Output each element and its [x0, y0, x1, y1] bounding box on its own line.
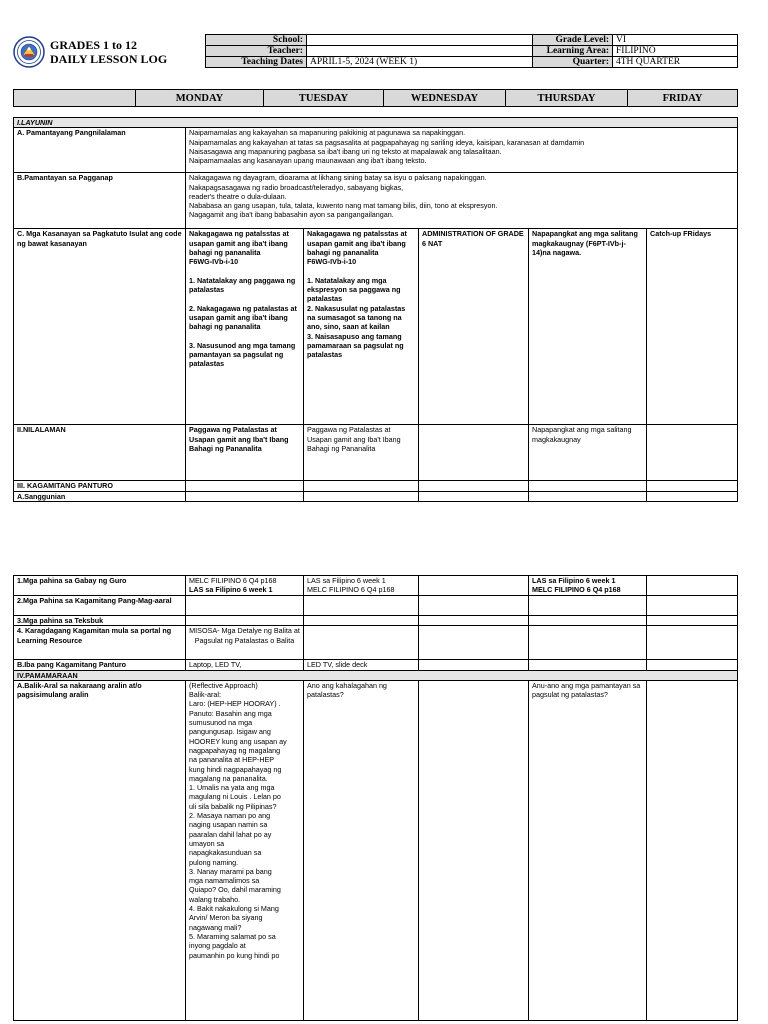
- pangnilalaman-line: Naipamamaalas ang kasanayan upang maunawaan ang iba't ibang teksto.: [189, 156, 427, 166]
- gabay-thu-line: MELC FILIPINO 6 Q4 p168: [532, 585, 621, 595]
- teacher-label: Teacher:: [206, 46, 307, 57]
- kasanayan-mon-line: 2. Nakagagawa ng patalastas at usapan gamit ang iba't ibang bahagi ng pananalita: [189, 303, 297, 332]
- empty-cell: [419, 626, 529, 660]
- gabay-tue-line: LAS sa Filipino 6 week 1: [307, 576, 386, 585]
- balik-mon-line: Laro: (HEP-HEP HOORAY) .: [189, 699, 281, 709]
- balik-mon-line: uli sila babalik ng Pilipinas?: [189, 801, 277, 811]
- balik-mon-line: Quiapo? Oo, dahil maraming: [189, 885, 281, 895]
- gabay-mon-line: LAS sa Filipino 6 week 1: [189, 585, 273, 595]
- balik-mon-line: mga namamalimos sa: [189, 876, 260, 886]
- balik-mon-line: pangungusap. Isigaw ang: [189, 727, 271, 737]
- pagganap-line: Nababasa an gang usapan, tula, talata, kuwento nang mat tamang bilis, diin, tono at ekspresyon.: [189, 201, 498, 211]
- empty-cell: [529, 481, 647, 491]
- balik-mon-line: 5. Maraming salamat po sa: [189, 931, 276, 941]
- balik-mon-line: nagpapahayag ng magalang: [189, 745, 281, 755]
- gabay-ng-guro-label: 1.Mga pahina sa Gabay ng Guro: [14, 576, 186, 596]
- empty-cell: [529, 491, 647, 501]
- empty-cell: [419, 616, 529, 626]
- pangnilalaman-line: Naipamamalas ang kakayahan sa mapanuring pakikinig at pagunawa sa napakinggan.: [189, 128, 466, 138]
- iba-tuesday: LED TV, slide deck: [304, 660, 419, 670]
- empty-cell: [304, 596, 419, 616]
- learning-area-value: FILIPINO: [613, 46, 738, 57]
- kasanayan-tue-line: Nakagagawa ng patalsstas at usapan gamit ang iba't ibang bahagi ng pananalita: [307, 229, 407, 257]
- gabay-tuesday: [304, 576, 419, 596]
- quarter-label: Quarter:: [533, 57, 613, 68]
- days-corner-cell: [14, 90, 136, 107]
- layunin-heading: I.LAYUNIN: [14, 118, 738, 128]
- balik-mon-line: 1. Umalis na yata ang mga: [189, 783, 275, 793]
- kasanayan-friday: Catch-up FRidays: [647, 229, 738, 425]
- empty-cell: [419, 596, 529, 616]
- kagamitang-panturo-label: III. KAGAMITANG PANTURO: [14, 481, 186, 491]
- empty-cell: [419, 660, 529, 670]
- balik-mon-line: magalang na pananalita.: [189, 773, 268, 783]
- gabay-monday: [186, 576, 304, 596]
- balik-mon-line: nagawang mali?: [189, 922, 242, 932]
- iba-monday: Laptop, LED TV,: [186, 660, 304, 670]
- objectives-table: [13, 117, 738, 502]
- day-monday: MONDAY: [136, 90, 264, 107]
- empty-cell: [186, 616, 304, 626]
- nilalaman-label: II.NILALAMAN: [14, 425, 186, 481]
- gabay-tue-line: MELC FILIPINO 6 Q4 p168: [307, 585, 395, 595]
- balik-mon-line: na pananalita at HEP-HEP: [189, 755, 275, 765]
- nilalaman-tuesday: Paggawa ng Patalastas at Usapan gamit ang Iba't Ibang Bahagi ng Pananalita: [304, 425, 419, 481]
- balik-mon-line: HOOREY kung ang usapan ay: [189, 736, 287, 746]
- kasanayan-mon-line: 1. Natatalakay ang paggawa ng patalastas: [189, 275, 296, 295]
- balik-mon-line: sumusunod na mga: [189, 718, 253, 728]
- materials-procedure-table: [13, 575, 738, 1021]
- balik-mon-line: pulong naming.: [189, 857, 239, 867]
- grade-level-label: Grade Level:: [533, 35, 613, 46]
- balik-mon-line: 3. Nanay marami pa bang: [189, 866, 272, 876]
- log-title-grades: GRADES 1 to 12: [50, 38, 138, 52]
- balik-mon-line: (Reflective Approach): [189, 680, 258, 690]
- kasanayan-tue-line: 1. Natatalakay ang mga ekspresyon sa paggawa ng patalastas: [307, 275, 401, 304]
- pamamaraan-heading: IV.PAMAMARAAN: [14, 670, 738, 680]
- pangnilalaman-line: Naisasagawa ang mapanuring pagbasa sa iba't ibang uri ng teksto at mapalawak ang talasalitaan.: [189, 146, 502, 156]
- balik-mon-line: napagkakasunduan sa: [189, 848, 262, 858]
- karagdagang-kagamitan-label: 4. Karagdagang Kagamitan mula sa portal ng Learning Resource: [14, 626, 186, 660]
- kasanayan-wednesday: ADMINISTRATION OF GRADE 6 NAT: [419, 229, 529, 425]
- day-wednesday: WEDNESDAY: [384, 90, 506, 107]
- empty-cell: [647, 626, 738, 660]
- empty-cell: [647, 616, 738, 626]
- pamantayan-sa-pagganap-label: B.Pamantayan sa Pagganap: [14, 173, 186, 229]
- balik-aral-tuesday: Ano ang kahalagahan ng patalastas?: [304, 680, 419, 1020]
- kasanayan-mon-line: [189, 332, 300, 341]
- balik-mon-line: Panuto: Basahin ang mga: [189, 708, 272, 718]
- kasanayan-mon-line: [189, 266, 300, 275]
- balik-mon-line: paumanhin po kung hindi po: [189, 950, 280, 960]
- balik-aral-wednesday: [419, 680, 529, 1020]
- teksbuk-label: 3.Mga pahina sa Teksbuk: [14, 616, 186, 626]
- kasanayan-tue-line: [307, 266, 415, 275]
- balik-mon-line: walang trabaho.: [189, 894, 241, 904]
- empty-cell: [304, 616, 419, 626]
- balik-mon-line: umayon sa: [189, 838, 225, 848]
- kasanayan-monday: [186, 229, 304, 425]
- balik-mon-line: inyong pagdalo at: [189, 941, 246, 951]
- balik-aral-friday: [647, 680, 738, 1020]
- pagganap-line: Nakagagawa ng dayagram, dioarama at likhang sining batay sa isyu o paksang napakinggan.: [189, 173, 487, 183]
- learning-area-label: Learning Area:: [533, 46, 613, 57]
- empty-cell: [304, 481, 419, 491]
- pagganap-line: reader's theatre o dula-dulaan.: [189, 191, 287, 201]
- gabay-thursday: [529, 576, 647, 596]
- empty-cell: [529, 616, 647, 626]
- nilalaman-wednesday: [419, 425, 529, 481]
- gabay-thu-line: LAS sa Filipino 6 week 1: [532, 576, 616, 585]
- empty-cell: [647, 660, 738, 670]
- balik-mon-line: naging usapan namin sa: [189, 820, 268, 830]
- balik-mon-line: paaralan dahil lahat po ay: [189, 829, 272, 839]
- balik-mon-line: kung hindi nagpapahayag ng: [189, 764, 282, 774]
- gabay-wednesday: [419, 576, 529, 596]
- kasanayan-mon-line: F6WG-IVb-i-10: [189, 257, 239, 267]
- mga-kasanayan-label: C. Mga Kasanayan sa Pagkatuto Isulat ang code ng bawat kasanayan: [14, 229, 186, 425]
- empty-cell: [419, 491, 529, 501]
- balik-mon-line: Balik-aral:: [189, 690, 221, 700]
- school-label: School:: [206, 35, 307, 46]
- teaching-dates-value: APRIL1-5, 2024 (WEEK 1): [307, 57, 533, 68]
- log-title-daily-lesson-log: DAILY LESSON LOG: [50, 52, 168, 66]
- nilalaman-monday: Paggawa ng Patalastas at Usapan gamit ang Iba't Ibang Bahagi ng Pananalita: [186, 425, 304, 481]
- karagdagan-monday: MISOSA- Mga Detalye ng Balita at Pagsulat ng Patalastas o Balita: [186, 626, 304, 660]
- kasanayan-tue-line: 2. Nakasusulat ng patalastas na sumasagot sa tanong na ano, sino, saan at kailan: [307, 303, 406, 332]
- sanggunian-label: A.Sanggunian: [14, 491, 186, 501]
- day-thursday: THURSDAY: [506, 90, 628, 107]
- empty-cell: [186, 481, 304, 491]
- days-header-table: [13, 89, 738, 107]
- pagganap-line: Nagagamit ang iba't ibang babasahin ayon sa pangangailangan.: [189, 210, 394, 220]
- empty-cell: [304, 626, 419, 660]
- gabay-mon-line: MELC FILIPINO 6 Q4 p168: [189, 576, 277, 585]
- quarter-value: 4TH QUARTER: [613, 57, 738, 68]
- grade-level-value: VI: [613, 35, 738, 46]
- header-info-table: [205, 34, 738, 68]
- kasanayan-mon-line: Nakagagawa ng patalsstas at usapan gamit ang iba't ibang bahagi ng pananalita: [189, 229, 289, 257]
- pamantayang-pangnilalaman-content: [186, 128, 738, 173]
- empty-cell: [186, 491, 304, 501]
- kasanayan-tue-line: F6WG-IVb-i-10: [307, 257, 357, 267]
- empty-cell: [529, 626, 647, 660]
- empty-cell: [647, 491, 738, 501]
- school-value: [307, 35, 533, 46]
- teaching-dates-label: Teaching Dates: [206, 57, 307, 68]
- kasanayan-tue-line: 3. Naisasapuso ang tamang pamamaraan sa pagsulat ng patalastas: [307, 331, 404, 360]
- empty-cell: [419, 481, 529, 491]
- pamantayang-pangnilalaman-label: A. Pamantayang Pangnilalaman: [14, 128, 186, 173]
- empty-cell: [647, 481, 738, 491]
- empty-cell: [529, 596, 647, 616]
- pamantayan-sa-pagganap-content: [186, 173, 738, 229]
- empty-cell: [647, 596, 738, 616]
- kasanayan-tuesday: [304, 229, 419, 425]
- deped-seal-icon: [13, 36, 45, 68]
- teacher-value: [307, 46, 533, 57]
- pangnilalaman-line: Naipamamalas ang kakayahan at tatas sa pagsasalita at pagpapahayag ng sariling ideya, kaisipan, karanasan at damdamin: [189, 137, 585, 147]
- empty-cell: [529, 660, 647, 670]
- kasanayan-thursday: Napapangkat ang mga salitang magkakaugnay (F6PT-IVb-j-14)na nagawa.: [529, 229, 647, 425]
- kagamitang-mag-aaral-label: 2.Mga Pahina sa Kagamitang Pang-Mag-aaral: [14, 596, 186, 616]
- balik-aral-thursday: Anu-ano ang mga pamantayan sa pagsulat ng patalastas?: [529, 680, 647, 1020]
- balik-mon-line: Arvin/ Meron ba siyang: [189, 913, 263, 923]
- iba-pang-kagamitan-label: B.Iba pang Kagamitang Panturo: [14, 660, 186, 670]
- day-tuesday: TUESDAY: [264, 90, 384, 107]
- kasanayan-mon-line: 3. Nasusunod ang mga tamang pamantayan sa pagsulat ng patalastas: [189, 340, 296, 369]
- empty-cell: [304, 491, 419, 501]
- day-friday: FRIDAY: [628, 90, 738, 107]
- gabay-friday: [647, 576, 738, 596]
- balik-aral-monday: [186, 680, 304, 1020]
- nilalaman-thursday: Napapangkat ang mga salitang magkakaugnay: [529, 425, 647, 481]
- kasanayan-mon-line: [189, 294, 300, 303]
- pagganap-line: Nakapagsasagawa ng radio broadcast/teleradyo, sabayang bigkas,: [189, 182, 404, 192]
- balik-mon-line: 2. Masaya naman po ang: [189, 811, 271, 821]
- balik-mon-line: magulang ni Louis . Lelan po: [189, 792, 281, 802]
- empty-cell: [186, 596, 304, 616]
- balik-aral-label: A.Balik-Aral sa nakaraang aralin at/o pagsisimulang aralin: [14, 680, 186, 1020]
- nilalaman-friday: [647, 425, 738, 481]
- balik-mon-line: 4. Bakit nakakulong si Mang: [189, 904, 279, 914]
